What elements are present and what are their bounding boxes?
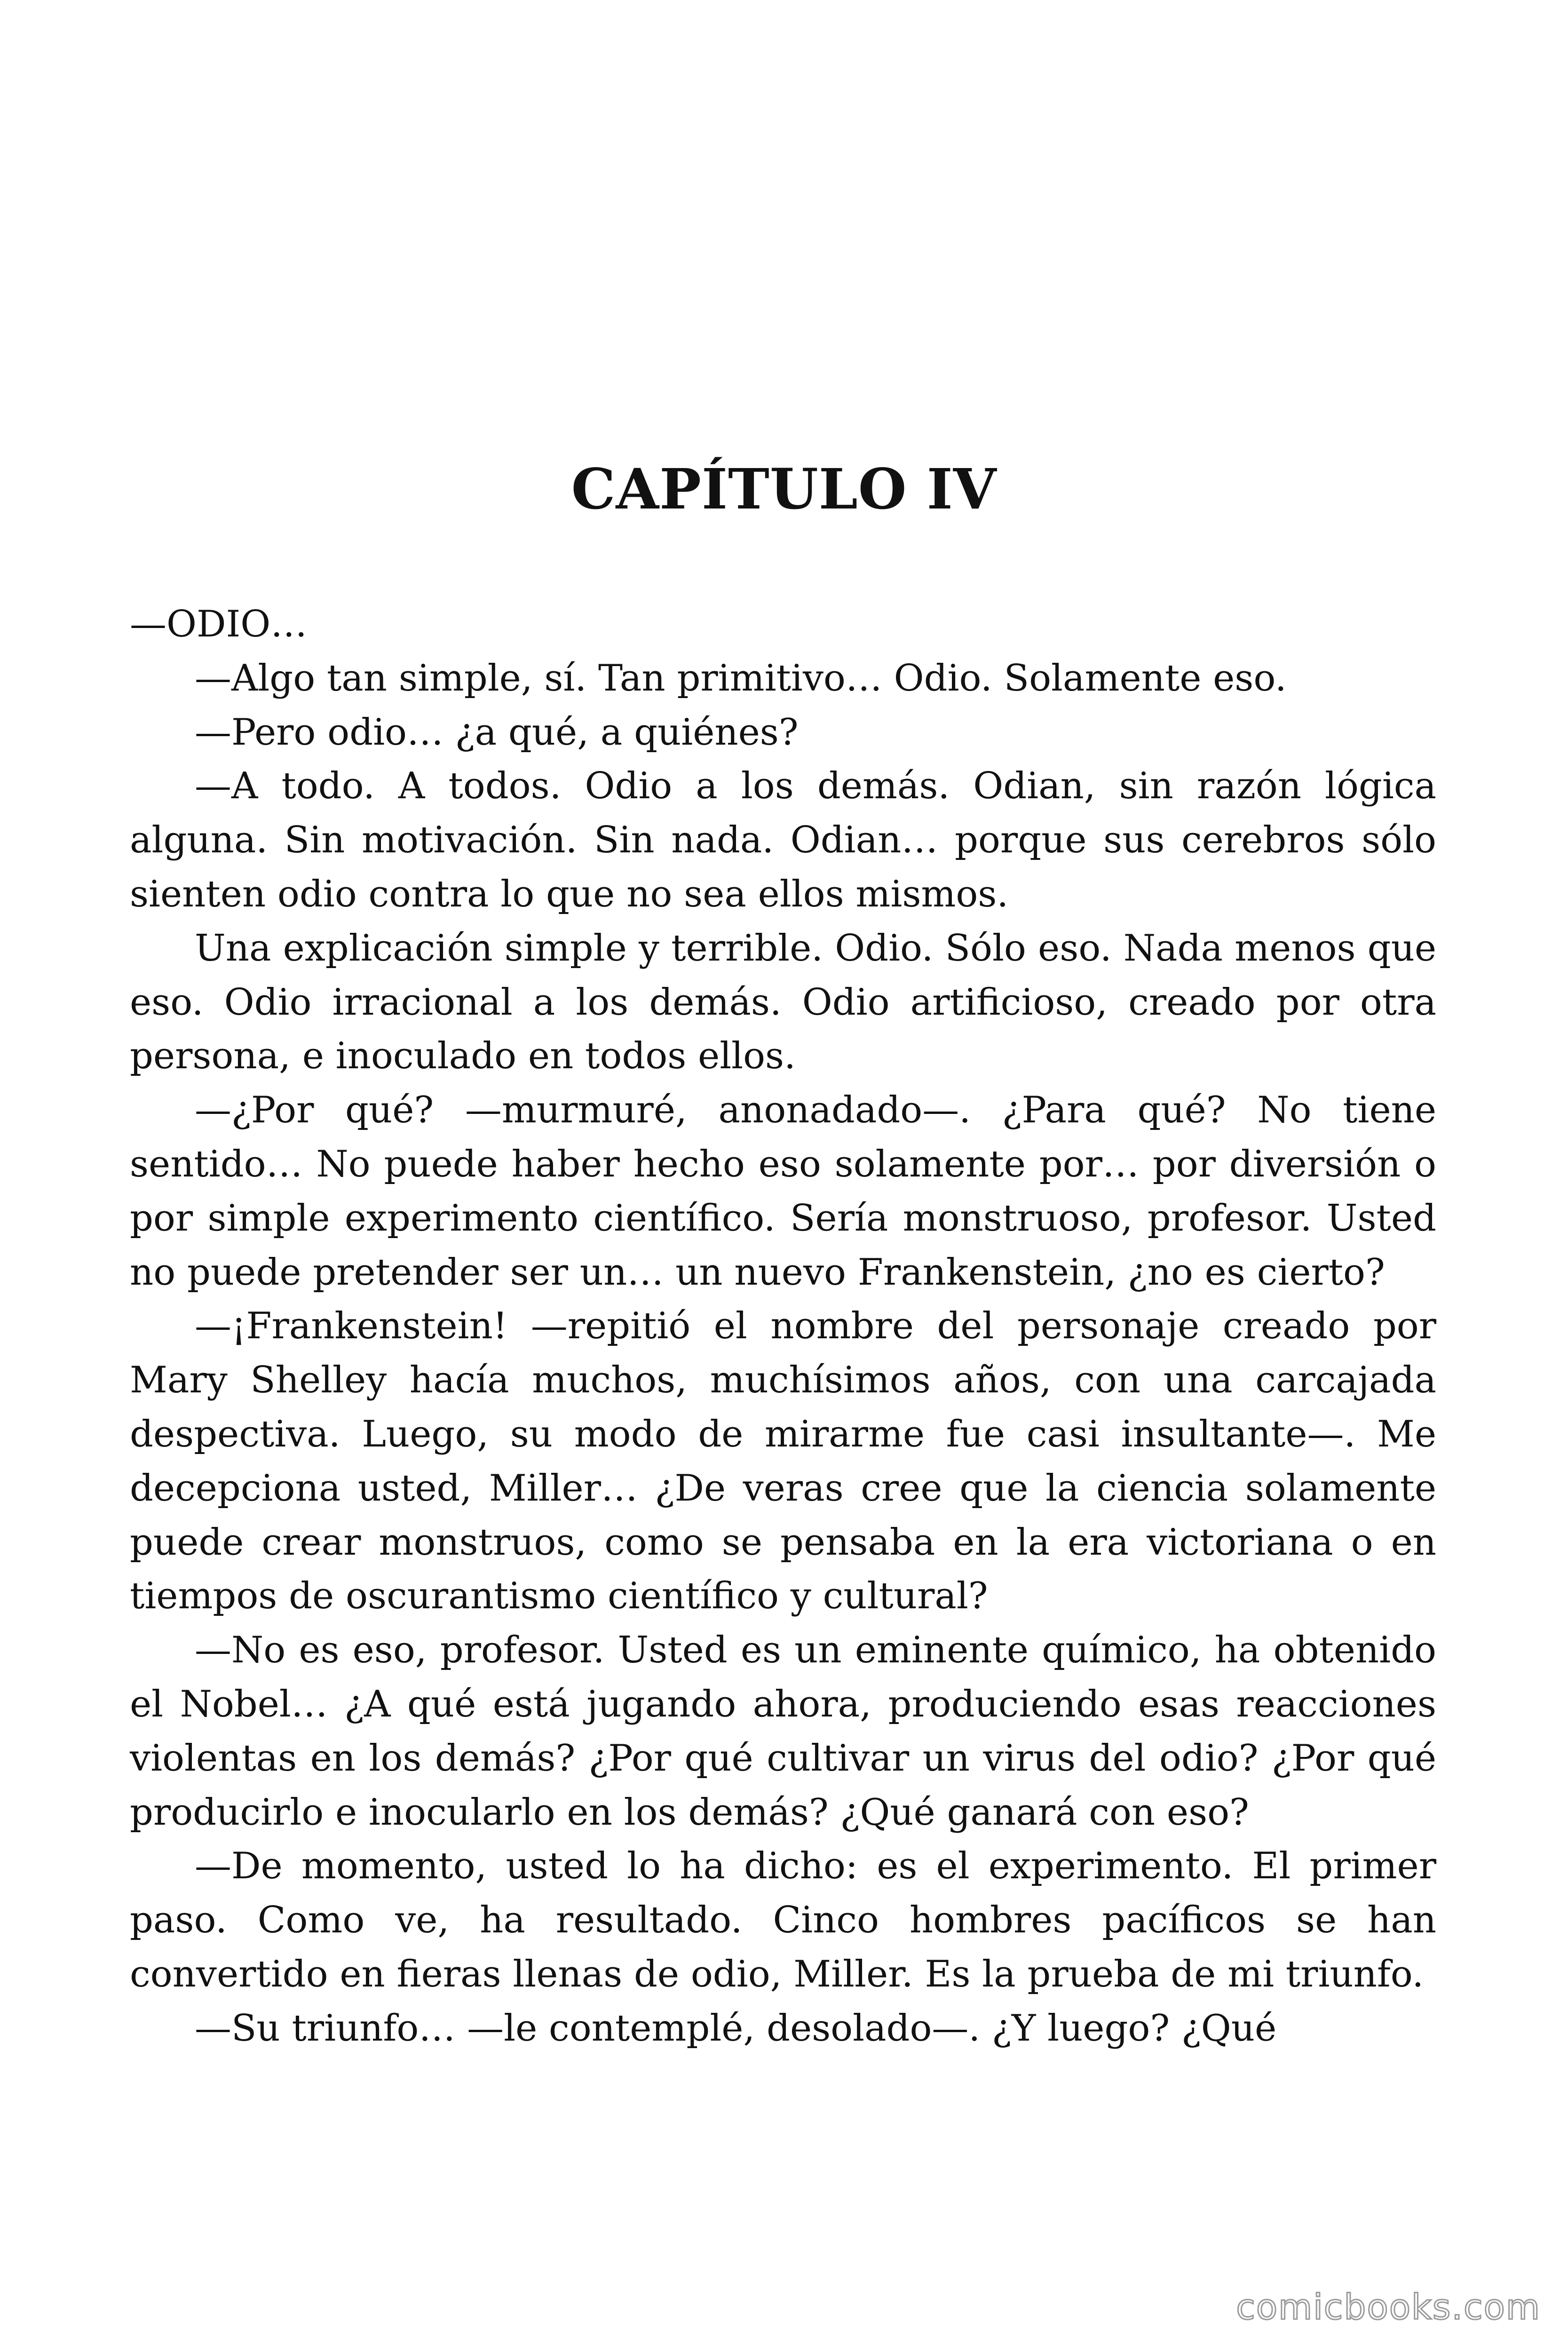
chapter-body — [130, 597, 1436, 2056]
paragraph: —Su triunfo… —le contemplé, desolado—. ¿Y luego? ¿Qué — [195, 2007, 1277, 2050]
paragraph: —A todo. A todos. Odio a los demás. Odian, sin razón lógica alguna. Sin motivación. Sin nada. Odian… porque sus cerebros sólo sienten odio contra lo que no sea ellos mismos. — [130, 765, 1436, 915]
paragraph: —Algo tan simple, sí. Tan primitivo… Odio. Solamente eso. — [195, 657, 1287, 699]
paragraph: —¡Frankenstein! —repitió el nombre del personaje creado por Mary Shelley hacía muchos, muchísimos años, con una carcajada despectiva. Luego, su modo de mirarme fue casi insultante—. Me decepciona usted, Miller… ¿De veras cree que la ciencia solamente puede crear monstruos, como se pensaba en la era victoriana o en tiempos de oscurantismo científico y cultural? — [130, 1305, 1436, 1618]
paragraph: —ODIO… — [130, 603, 308, 645]
chapter-title: CAPÍTULO IV — [571, 456, 997, 522]
paragraph: —De momento, usted lo ha dicho: es el experimento. El primer paso. Como ve, ha resultado. Cinco hombres pacíficos se han convertido en fieras llenas de odio, Miller. Es la prueba de mi triunfo. — [130, 1845, 1436, 1995]
paragraph: —¿Por qué? —murmuré, anonadado—. ¿Para qué? No tiene sentido… No puede haber hecho eso solamente por… por diversión o por simple experimento científico. Sería monstruoso, profesor. Usted no puede pretender ser un… un nuevo Frankenstein, ¿no es cierto? — [130, 1089, 1436, 1294]
paragraph: —Pero odio… ¿a qué, a quiénes? — [195, 711, 799, 754]
watermark: comicbooks.com — [1236, 2287, 1541, 2328]
paragraph: Una explicación simple y terrible. Odio. Sólo eso. Nada menos que eso. Odio irracional a los demás. Odio artificioso, creado por otra persona, e inoculado en todos ellos. — [130, 927, 1436, 1078]
paragraph: —No es eso, profesor. Usted es un eminente químico, ha obtenido el Nobel… ¿A qué está jugando ahora, produciendo esas reacciones violentas en los demás? ¿Por qué cultivar un virus del odio? ¿Por qué producirlo e inocularlo en los demás? ¿Qué ganará con eso? — [130, 1629, 1436, 1834]
